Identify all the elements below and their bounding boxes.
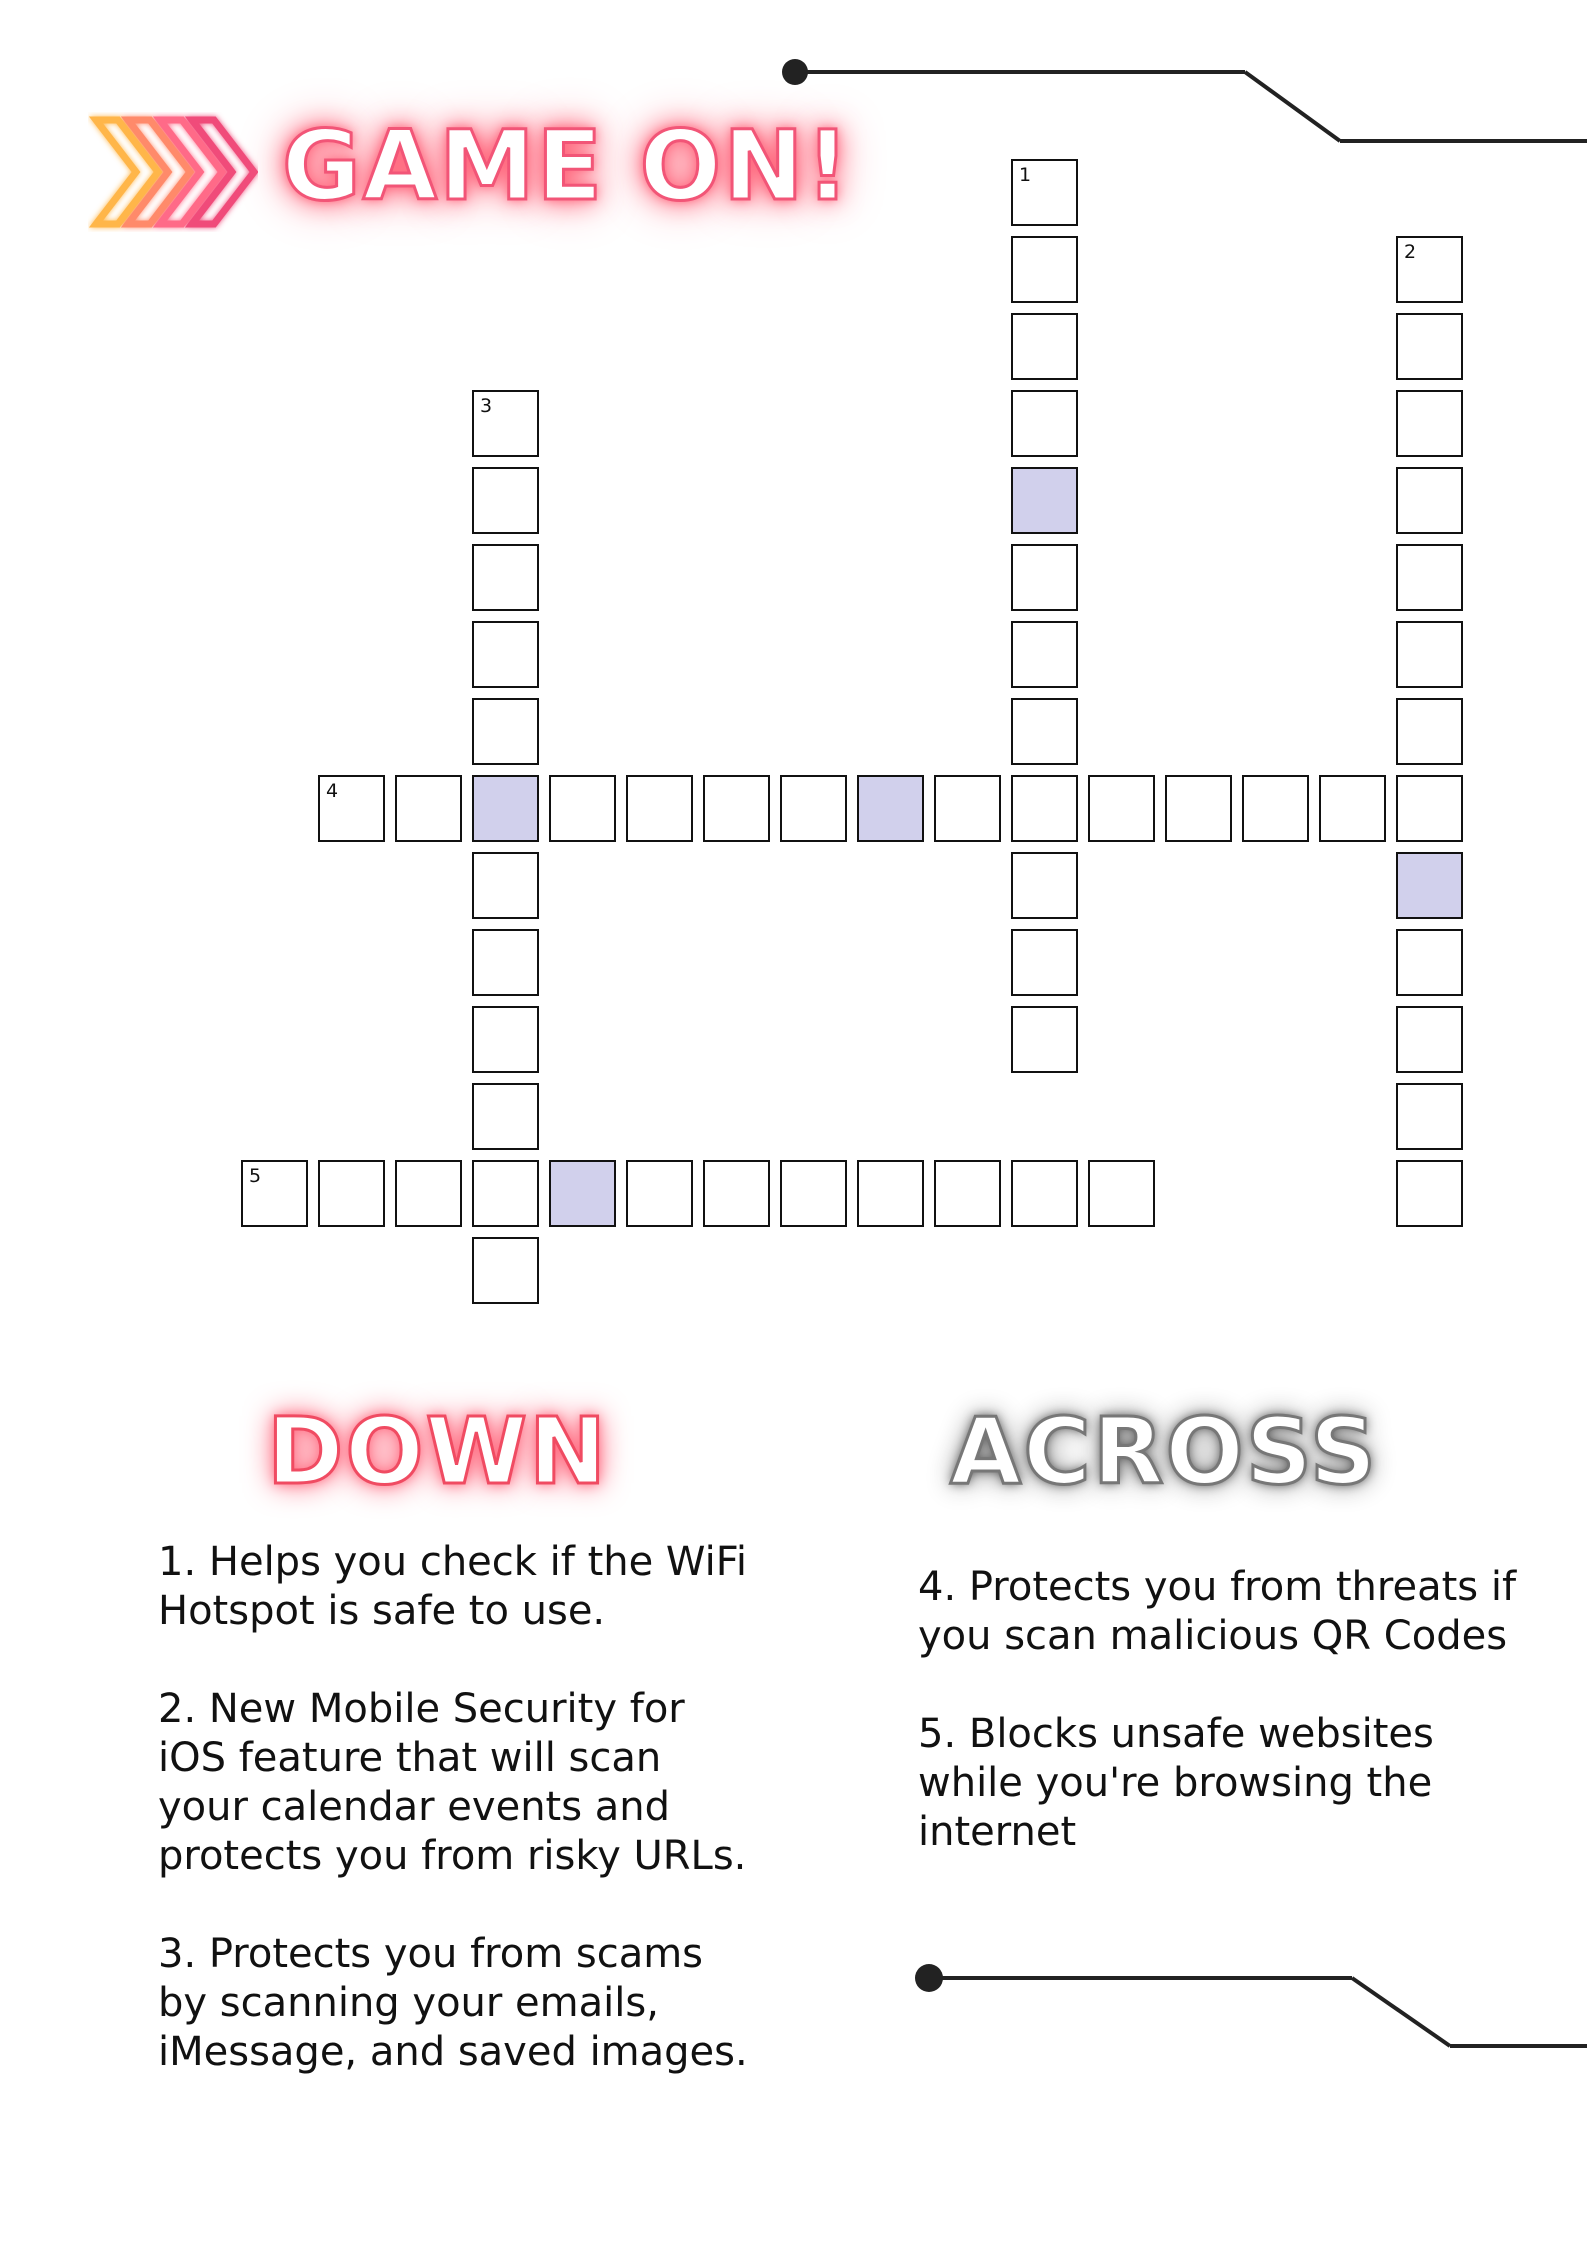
- clue-number: 3: [480, 395, 493, 417]
- crossword-cell[interactable]: [472, 698, 539, 765]
- crossword-cell[interactable]: [703, 775, 770, 842]
- crossword-cell[interactable]: [1165, 775, 1232, 842]
- crossword-cell[interactable]: [472, 621, 539, 688]
- crossword-cell[interactable]: [472, 775, 539, 842]
- crossword-cell[interactable]: [395, 1160, 462, 1227]
- crossword-cell[interactable]: [472, 467, 539, 534]
- crossword-cell[interactable]: [780, 775, 847, 842]
- crossword-cell[interactable]: [703, 1160, 770, 1227]
- crossword-cell[interactable]: [857, 1160, 924, 1227]
- crossword-cell[interactable]: [1396, 1006, 1463, 1073]
- crossword-cell[interactable]: [318, 775, 385, 842]
- crossword-cell[interactable]: [1011, 1006, 1078, 1073]
- crossword-cell[interactable]: [1396, 313, 1463, 380]
- crossword-cell[interactable]: [1011, 698, 1078, 765]
- crossword-cell[interactable]: [857, 775, 924, 842]
- crossword-cell[interactable]: [395, 775, 462, 842]
- across-clues: [918, 1563, 1518, 1906]
- crossword-cell[interactable]: [1011, 852, 1078, 919]
- crossword-cell[interactable]: [241, 1160, 308, 1227]
- crossword-cell[interactable]: [1011, 313, 1078, 380]
- crossword-cell[interactable]: [1011, 236, 1078, 303]
- crossword-cell[interactable]: [549, 775, 616, 842]
- crossword-cell[interactable]: [472, 1160, 539, 1227]
- crossword-cell[interactable]: [1088, 775, 1155, 842]
- crossword-cell[interactable]: [472, 390, 539, 457]
- crossword-cell[interactable]: [626, 775, 693, 842]
- crossword-cell[interactable]: [1088, 1160, 1155, 1227]
- crossword-cell[interactable]: [1011, 390, 1078, 457]
- crossword-cell[interactable]: [1011, 467, 1078, 534]
- crossword-cell[interactable]: [472, 1083, 539, 1150]
- crossword-cell[interactable]: [1396, 621, 1463, 688]
- crossword-cell[interactable]: [472, 852, 539, 919]
- crossword-cell[interactable]: [1011, 159, 1078, 226]
- page-title: GAME ON!: [282, 110, 852, 222]
- crossword-cell[interactable]: [472, 929, 539, 996]
- across-clue-4: 4. Protects you from threats if you scan malicious QR Codes: [918, 1564, 1517, 1659]
- clue-number: 5: [249, 1165, 262, 1187]
- crossword-cell[interactable]: [1396, 929, 1463, 996]
- crossword-cell[interactable]: [1011, 775, 1078, 842]
- crossword-cell[interactable]: [1396, 775, 1463, 842]
- clue-number: 4: [326, 780, 339, 802]
- down-clue-2: 2. New Mobile Security for iOS feature that will scan your calendar events and protects you from risky URLs.: [158, 1686, 747, 1879]
- crossword-cell[interactable]: [1396, 544, 1463, 611]
- crossword-cell[interactable]: [1011, 1160, 1078, 1227]
- crossword-cell[interactable]: [1011, 929, 1078, 996]
- crossword-cell[interactable]: [1396, 467, 1463, 534]
- crossword-cell[interactable]: [1011, 544, 1078, 611]
- crossword-cell[interactable]: [934, 775, 1001, 842]
- crossword-cell[interactable]: [1396, 852, 1463, 919]
- down-clues: [158, 1538, 758, 2126]
- crossword-cell[interactable]: [780, 1160, 847, 1227]
- crossword-cell[interactable]: [1396, 236, 1463, 303]
- crossword-cell[interactable]: [472, 544, 539, 611]
- crossword-cell[interactable]: [1396, 1160, 1463, 1227]
- down-heading: DOWN: [267, 1398, 609, 1505]
- clue-number: 1: [1019, 164, 1032, 186]
- down-clue-3: 3. Protects you from scams by scanning your emails, iMessage, and saved images.: [158, 1931, 748, 2075]
- crossword-cell[interactable]: [549, 1160, 616, 1227]
- crossword-cell[interactable]: [1396, 698, 1463, 765]
- crossword-cell[interactable]: [318, 1160, 385, 1227]
- crossword-cell[interactable]: [1242, 775, 1309, 842]
- crossword-cell[interactable]: [472, 1006, 539, 1073]
- across-heading: ACROSS: [950, 1398, 1379, 1505]
- crossword-cell[interactable]: [934, 1160, 1001, 1227]
- crossword-cell[interactable]: [1396, 390, 1463, 457]
- down-clue-1: 1. Helps you check if the WiFi Hotspot is safe to use.: [158, 1539, 747, 1634]
- clue-number: 2: [1404, 241, 1417, 263]
- crossword-cell[interactable]: [1319, 775, 1386, 842]
- across-clue-5: 5. Blocks unsafe websites while you're browsing the internet: [918, 1711, 1434, 1855]
- bottom-circuit-line: [915, 1964, 1587, 2046]
- crossword-cell[interactable]: [1011, 621, 1078, 688]
- crossword-cell[interactable]: [626, 1160, 693, 1227]
- crossword-cell[interactable]: [472, 1237, 539, 1304]
- crossword-cell[interactable]: [1396, 1083, 1463, 1150]
